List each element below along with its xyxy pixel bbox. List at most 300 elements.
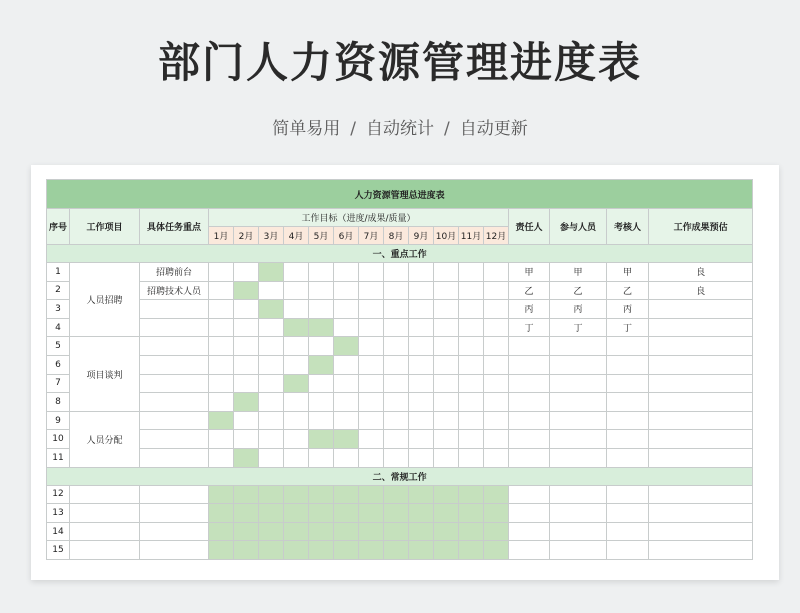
- estimate-cell[interactable]: [649, 337, 753, 356]
- month-cell[interactable]: [484, 541, 509, 560]
- month-cell[interactable]: [359, 281, 384, 300]
- task-cell[interactable]: [140, 374, 209, 393]
- month-cell[interactable]: [409, 374, 434, 393]
- month-cell[interactable]: [384, 300, 409, 319]
- month-cell[interactable]: [259, 374, 284, 393]
- month-cell[interactable]: [309, 263, 334, 282]
- participants-cell[interactable]: 丙: [550, 300, 607, 319]
- month-cell[interactable]: [334, 318, 359, 337]
- subtitle-item-stats: 自动统计: [366, 119, 434, 139]
- month-cell[interactable]: [234, 411, 259, 430]
- month-header: 1月: [209, 227, 234, 245]
- estimate-cell[interactable]: 良: [649, 263, 753, 282]
- table-row: [47, 522, 753, 541]
- month-cell[interactable]: [384, 541, 409, 560]
- month-cell[interactable]: [309, 411, 334, 430]
- month-cell[interactable]: [284, 411, 309, 430]
- month-cell[interactable]: [359, 430, 384, 449]
- participants-cell[interactable]: [550, 504, 607, 523]
- task-cell[interactable]: [140, 448, 209, 467]
- reviewer-cell[interactable]: [607, 541, 649, 560]
- owner-cell[interactable]: 甲: [509, 263, 550, 282]
- month-cell[interactable]: [459, 541, 484, 560]
- month-header: 4月: [284, 227, 309, 245]
- month-cell[interactable]: [284, 522, 309, 541]
- month-header: 10月: [434, 227, 459, 245]
- month-cell[interactable]: [209, 355, 234, 374]
- month-cell[interactable]: [309, 318, 334, 337]
- month-cell[interactable]: [309, 300, 334, 319]
- month-cell[interactable]: [209, 541, 234, 560]
- month-cell[interactable]: [434, 448, 459, 467]
- month-cell[interactable]: [359, 337, 384, 356]
- estimate-cell[interactable]: [649, 430, 753, 449]
- month-cell[interactable]: [359, 300, 384, 319]
- month-cell[interactable]: [409, 318, 434, 337]
- owner-cell[interactable]: [509, 355, 550, 374]
- project-group-cell[interactable]: 人员分配: [70, 411, 140, 467]
- section-label: 二、常规工作: [47, 467, 753, 485]
- month-cell[interactable]: [259, 448, 284, 467]
- reviewer-cell[interactable]: [607, 504, 649, 523]
- month-cell[interactable]: [484, 448, 509, 467]
- row-seq-cell: 7: [47, 374, 70, 393]
- section-row: [47, 245, 753, 263]
- month-cell[interactable]: [284, 318, 309, 337]
- table-row: [47, 281, 753, 300]
- month-cell[interactable]: [284, 541, 309, 560]
- month-cell[interactable]: [309, 355, 334, 374]
- month-cell[interactable]: [209, 300, 234, 319]
- month-cell[interactable]: [259, 263, 284, 282]
- month-cell[interactable]: [259, 355, 284, 374]
- month-cell[interactable]: [234, 430, 259, 449]
- task-cell[interactable]: [140, 355, 209, 374]
- month-cell[interactable]: [434, 430, 459, 449]
- month-cell[interactable]: [234, 448, 259, 467]
- task-cell[interactable]: 招聘技术人员: [140, 281, 209, 300]
- month-cell[interactable]: [459, 411, 484, 430]
- month-cell[interactable]: [434, 522, 459, 541]
- month-cell[interactable]: [259, 393, 284, 412]
- month-cell[interactable]: [484, 411, 509, 430]
- month-cell[interactable]: [484, 504, 509, 523]
- month-cell[interactable]: [384, 522, 409, 541]
- month-cell[interactable]: [259, 485, 284, 504]
- project-group-cell[interactable]: 项目谈判: [70, 337, 140, 411]
- participants-cell[interactable]: 乙: [550, 281, 607, 300]
- estimate-cell[interactable]: [649, 485, 753, 504]
- task-cell[interactable]: 招聘前台: [140, 263, 209, 282]
- project-cell[interactable]: [70, 541, 140, 560]
- month-cell[interactable]: [409, 300, 434, 319]
- month-cell[interactable]: [384, 281, 409, 300]
- month-header: 11月: [459, 227, 484, 245]
- row-seq-cell: 13: [47, 504, 70, 523]
- month-cell[interactable]: [459, 300, 484, 319]
- month-cell[interactable]: [309, 374, 334, 393]
- table-row: [47, 541, 753, 560]
- month-cell[interactable]: [359, 541, 384, 560]
- month-cell[interactable]: [459, 485, 484, 504]
- task-cell[interactable]: [140, 300, 209, 319]
- month-cell[interactable]: [334, 263, 359, 282]
- month-cell[interactable]: [284, 430, 309, 449]
- participants-cell[interactable]: [550, 541, 607, 560]
- month-cell[interactable]: [409, 393, 434, 412]
- project-cell[interactable]: [70, 504, 140, 523]
- reviewer-cell[interactable]: [607, 355, 649, 374]
- owner-cell[interactable]: [509, 374, 550, 393]
- row-seq-cell: 9: [47, 411, 70, 430]
- row-seq-cell: 1: [47, 263, 70, 282]
- month-cell[interactable]: [284, 300, 309, 319]
- estimate-cell[interactable]: [649, 318, 753, 337]
- month-cell[interactable]: [484, 374, 509, 393]
- subtitle-separator: /: [444, 119, 450, 139]
- participants-cell[interactable]: [550, 337, 607, 356]
- month-cell[interactable]: [209, 504, 234, 523]
- month-cell[interactable]: [209, 411, 234, 430]
- month-cell[interactable]: [234, 337, 259, 356]
- task-cell[interactable]: [140, 411, 209, 430]
- task-cell[interactable]: [140, 318, 209, 337]
- participants-cell[interactable]: [550, 355, 607, 374]
- month-cell[interactable]: [284, 485, 309, 504]
- month-cell[interactable]: [259, 522, 284, 541]
- month-cell[interactable]: [334, 504, 359, 523]
- month-cell[interactable]: [409, 448, 434, 467]
- month-cell[interactable]: [409, 485, 434, 504]
- month-cell[interactable]: [434, 411, 459, 430]
- reviewer-cell[interactable]: 甲: [607, 263, 649, 282]
- month-cell[interactable]: [359, 393, 384, 412]
- estimate-cell[interactable]: [649, 522, 753, 541]
- month-cell[interactable]: [334, 300, 359, 319]
- month-cell[interactable]: [334, 485, 359, 504]
- month-cell[interactable]: [309, 448, 334, 467]
- reviewer-cell[interactable]: 丁: [607, 318, 649, 337]
- table-row: [47, 448, 753, 467]
- reviewer-cell[interactable]: 丙: [607, 300, 649, 319]
- month-cell[interactable]: [359, 355, 384, 374]
- month-cell[interactable]: [384, 448, 409, 467]
- month-cell[interactable]: [209, 485, 234, 504]
- month-cell[interactable]: [484, 430, 509, 449]
- month-cell[interactable]: [334, 374, 359, 393]
- month-cell[interactable]: [234, 300, 259, 319]
- month-cell[interactable]: [234, 393, 259, 412]
- participants-cell[interactable]: [550, 522, 607, 541]
- month-cell[interactable]: [459, 522, 484, 541]
- project-group-cell[interactable]: 人员招聘: [70, 263, 140, 337]
- month-cell[interactable]: [409, 355, 434, 374]
- month-cell[interactable]: [459, 318, 484, 337]
- month-cell[interactable]: [434, 263, 459, 282]
- month-cell[interactable]: [209, 374, 234, 393]
- participants-cell[interactable]: [550, 485, 607, 504]
- month-cell[interactable]: [459, 393, 484, 412]
- month-cell[interactable]: [359, 318, 384, 337]
- month-cell[interactable]: [334, 522, 359, 541]
- owner-cell[interactable]: [509, 541, 550, 560]
- month-cell[interactable]: [384, 355, 409, 374]
- month-header: 2月: [234, 227, 259, 245]
- reviewer-cell[interactable]: [607, 448, 649, 467]
- month-cell[interactable]: [309, 485, 334, 504]
- month-cell[interactable]: [359, 411, 384, 430]
- month-cell[interactable]: [234, 355, 259, 374]
- month-cell[interactable]: [334, 337, 359, 356]
- header-target: 工作目标（进度/成果/质量）: [209, 209, 509, 227]
- task-cell[interactable]: [140, 541, 209, 560]
- month-cell[interactable]: [284, 504, 309, 523]
- month-cell[interactable]: [234, 541, 259, 560]
- month-cell[interactable]: [384, 263, 409, 282]
- month-cell[interactable]: [334, 448, 359, 467]
- reviewer-cell[interactable]: [607, 374, 649, 393]
- row-seq-cell: 8: [47, 393, 70, 412]
- month-cell[interactable]: [234, 374, 259, 393]
- month-cell[interactable]: [359, 522, 384, 541]
- month-cell[interactable]: [384, 374, 409, 393]
- month-cell[interactable]: [259, 318, 284, 337]
- row-seq-cell: 3: [47, 300, 70, 319]
- month-cell[interactable]: [334, 281, 359, 300]
- header-seq: 序号: [47, 209, 70, 245]
- owner-cell[interactable]: [509, 485, 550, 504]
- month-cell[interactable]: [284, 263, 309, 282]
- owner-cell[interactable]: [509, 448, 550, 467]
- month-cell[interactable]: [209, 393, 234, 412]
- month-cell[interactable]: [259, 337, 284, 356]
- month-cell[interactable]: [234, 281, 259, 300]
- participants-cell[interactable]: 丁: [550, 318, 607, 337]
- month-cell[interactable]: [259, 430, 284, 449]
- month-cell[interactable]: [309, 430, 334, 449]
- month-cell[interactable]: [434, 485, 459, 504]
- header-estimate: 工作成果预估: [649, 209, 753, 245]
- month-cell[interactable]: [284, 374, 309, 393]
- participants-cell[interactable]: 甲: [550, 263, 607, 282]
- participants-cell[interactable]: [550, 411, 607, 430]
- participants-cell[interactable]: [550, 430, 607, 449]
- month-cell[interactable]: [259, 411, 284, 430]
- estimate-cell[interactable]: [649, 393, 753, 412]
- month-cell[interactable]: [334, 393, 359, 412]
- month-cell[interactable]: [209, 430, 234, 449]
- month-cell[interactable]: [409, 263, 434, 282]
- month-cell[interactable]: [434, 355, 459, 374]
- project-cell[interactable]: [70, 522, 140, 541]
- month-cell[interactable]: [434, 281, 459, 300]
- reviewer-cell[interactable]: [607, 430, 649, 449]
- month-cell[interactable]: [309, 541, 334, 560]
- month-cell[interactable]: [434, 374, 459, 393]
- month-cell[interactable]: [459, 448, 484, 467]
- month-header: 5月: [309, 227, 334, 245]
- month-cell[interactable]: [209, 263, 234, 282]
- month-cell[interactable]: [284, 355, 309, 374]
- participants-cell[interactable]: [550, 374, 607, 393]
- month-cell[interactable]: [334, 430, 359, 449]
- table-row: [47, 411, 753, 430]
- spreadsheet-card: [31, 165, 779, 580]
- month-cell[interactable]: [434, 541, 459, 560]
- month-header: 12月: [484, 227, 509, 245]
- month-cell[interactable]: [259, 281, 284, 300]
- task-cell[interactable]: [140, 337, 209, 356]
- task-cell[interactable]: [140, 430, 209, 449]
- month-cell[interactable]: [434, 393, 459, 412]
- month-cell[interactable]: [359, 263, 384, 282]
- estimate-cell[interactable]: [649, 541, 753, 560]
- project-cell[interactable]: [70, 485, 140, 504]
- month-cell[interactable]: [409, 281, 434, 300]
- month-cell[interactable]: [484, 318, 509, 337]
- month-cell[interactable]: [209, 281, 234, 300]
- month-cell[interactable]: [259, 504, 284, 523]
- month-cell[interactable]: [234, 522, 259, 541]
- month-cell[interactable]: [484, 300, 509, 319]
- subtitle-item-easy: 简单易用: [272, 119, 341, 139]
- month-cell[interactable]: [309, 504, 334, 523]
- month-cell[interactable]: [484, 355, 509, 374]
- month-cell[interactable]: [434, 300, 459, 319]
- month-cell[interactable]: [409, 522, 434, 541]
- participants-cell[interactable]: [550, 393, 607, 412]
- month-cell[interactable]: [209, 448, 234, 467]
- month-cell[interactable]: [334, 411, 359, 430]
- month-cell[interactable]: [359, 485, 384, 504]
- month-cell[interactable]: [409, 430, 434, 449]
- month-cell[interactable]: [484, 522, 509, 541]
- month-cell[interactable]: [234, 263, 259, 282]
- month-cell[interactable]: [259, 541, 284, 560]
- month-cell[interactable]: [484, 485, 509, 504]
- owner-cell[interactable]: [509, 522, 550, 541]
- month-cell[interactable]: [459, 337, 484, 356]
- month-cell[interactable]: [209, 318, 234, 337]
- month-cell[interactable]: [334, 541, 359, 560]
- estimate-cell[interactable]: [649, 300, 753, 319]
- task-cell[interactable]: [140, 504, 209, 523]
- month-cell[interactable]: [409, 504, 434, 523]
- month-cell[interactable]: [384, 504, 409, 523]
- month-cell[interactable]: [209, 337, 234, 356]
- month-cell[interactable]: [234, 485, 259, 504]
- estimate-cell[interactable]: [649, 355, 753, 374]
- reviewer-cell[interactable]: [607, 411, 649, 430]
- owner-cell[interactable]: [509, 337, 550, 356]
- month-cell[interactable]: [459, 263, 484, 282]
- month-cell[interactable]: [309, 393, 334, 412]
- task-cell[interactable]: [140, 485, 209, 504]
- estimate-cell[interactable]: [649, 504, 753, 523]
- month-cell[interactable]: [459, 281, 484, 300]
- month-cell[interactable]: [434, 337, 459, 356]
- month-cell[interactable]: [484, 263, 509, 282]
- owner-cell[interactable]: 乙: [509, 281, 550, 300]
- header-reviewer: 考核人: [607, 209, 649, 245]
- month-cell[interactable]: [309, 337, 334, 356]
- month-cell[interactable]: [484, 281, 509, 300]
- owner-cell[interactable]: [509, 393, 550, 412]
- estimate-cell[interactable]: [649, 374, 753, 393]
- month-cell[interactable]: [359, 448, 384, 467]
- month-cell[interactable]: [459, 504, 484, 523]
- month-cell[interactable]: [434, 318, 459, 337]
- reviewer-cell[interactable]: [607, 522, 649, 541]
- month-cell[interactable]: [284, 393, 309, 412]
- month-cell[interactable]: [384, 393, 409, 412]
- row-seq-cell: 15: [47, 541, 70, 560]
- row-seq-cell: 11: [47, 448, 70, 467]
- month-cell[interactable]: [459, 430, 484, 449]
- reviewer-cell[interactable]: [607, 393, 649, 412]
- month-header: 3月: [259, 227, 284, 245]
- month-cell[interactable]: [434, 504, 459, 523]
- owner-cell[interactable]: 丙: [509, 300, 550, 319]
- month-cell[interactable]: [484, 337, 509, 356]
- row-seq-cell: 10: [47, 430, 70, 449]
- month-cell[interactable]: [384, 337, 409, 356]
- month-cell[interactable]: [334, 355, 359, 374]
- month-cell[interactable]: [234, 318, 259, 337]
- month-cell[interactable]: [459, 374, 484, 393]
- owner-cell[interactable]: [509, 411, 550, 430]
- month-cell[interactable]: [259, 300, 284, 319]
- header-task: 具体任务重点: [140, 209, 209, 245]
- reviewer-cell[interactable]: [607, 485, 649, 504]
- month-cell[interactable]: [484, 393, 509, 412]
- month-cell[interactable]: [384, 485, 409, 504]
- month-cell[interactable]: [309, 281, 334, 300]
- month-cell[interactable]: [359, 504, 384, 523]
- estimate-cell[interactable]: 良: [649, 281, 753, 300]
- month-cell[interactable]: [384, 411, 409, 430]
- month-cell[interactable]: [284, 448, 309, 467]
- task-cell[interactable]: [140, 522, 209, 541]
- month-cell[interactable]: [409, 541, 434, 560]
- month-cell[interactable]: [409, 337, 434, 356]
- table-row: [47, 504, 753, 523]
- month-cell[interactable]: [409, 411, 434, 430]
- page-title: 部门人力资源管理进度表: [157, 38, 642, 87]
- month-cell[interactable]: [234, 504, 259, 523]
- participants-cell[interactable]: [550, 448, 607, 467]
- estimate-cell[interactable]: [649, 411, 753, 430]
- owner-cell[interactable]: [509, 504, 550, 523]
- month-cell[interactable]: [359, 374, 384, 393]
- owner-cell[interactable]: 丁: [509, 318, 550, 337]
- row-seq-cell: 2: [47, 281, 70, 300]
- task-cell[interactable]: [140, 393, 209, 412]
- month-cell[interactable]: [284, 281, 309, 300]
- month-cell[interactable]: [384, 430, 409, 449]
- month-cell[interactable]: [309, 522, 334, 541]
- month-cell[interactable]: [209, 522, 234, 541]
- estimate-cell[interactable]: [649, 448, 753, 467]
- reviewer-cell[interactable]: [607, 337, 649, 356]
- owner-cell[interactable]: [509, 430, 550, 449]
- month-cell[interactable]: [459, 355, 484, 374]
- month-cell[interactable]: [384, 318, 409, 337]
- header-project: 工作项目: [70, 209, 140, 245]
- month-cell[interactable]: [284, 337, 309, 356]
- header-owner: 责任人: [509, 209, 550, 245]
- reviewer-cell[interactable]: 乙: [607, 281, 649, 300]
